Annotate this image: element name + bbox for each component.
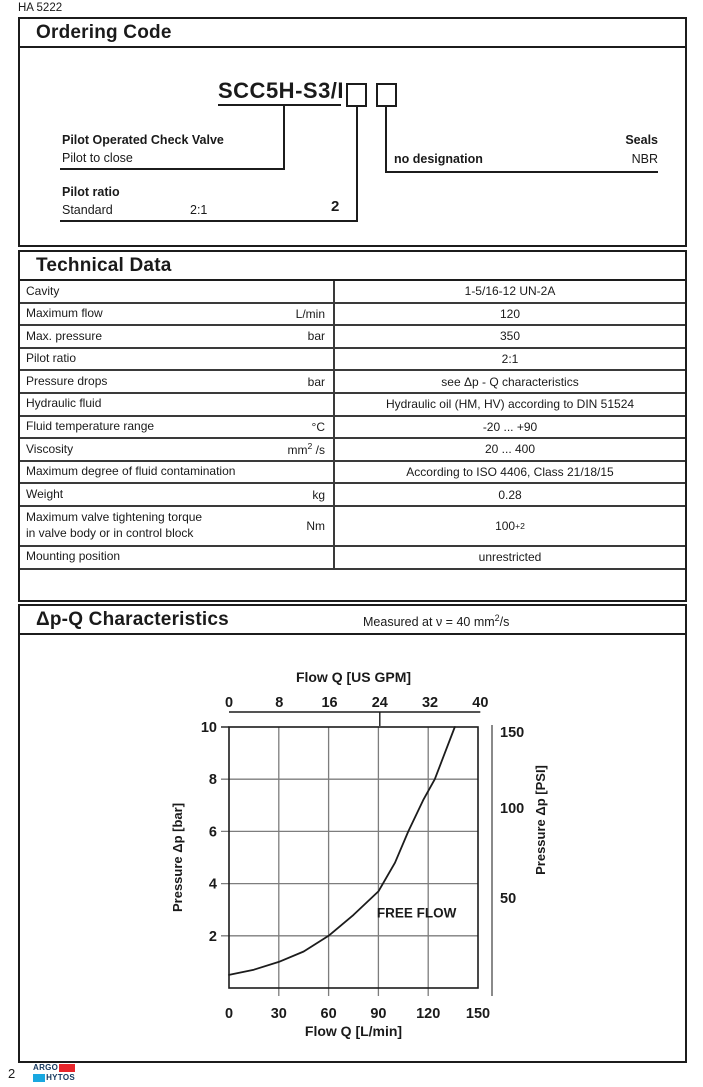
ordering-code-header (20, 19, 685, 48)
tech-param-value: 1-5/16-12 UN-2A (333, 281, 685, 302)
pilot-ratio-code: 2 (331, 198, 340, 215)
code-underline (218, 104, 341, 106)
tech-data-row (20, 439, 685, 462)
bottom-axis-tick-label: 60 (320, 1006, 337, 1022)
connector-line (283, 106, 285, 170)
tech-data-row (20, 304, 685, 327)
logo-text-hytos: HYTOS (46, 1072, 75, 1082)
right-axis-tick-label: 50 (500, 891, 517, 908)
connector-line (385, 171, 658, 173)
left-axis-tick-label: 8 (208, 772, 217, 789)
connector-line (385, 107, 387, 173)
top-axis-title: Flow Q [US GPM] (295, 669, 412, 685)
dpq-header (20, 606, 685, 635)
tech-param-unit: bar (307, 374, 325, 389)
tech-param-unit: Nm (306, 518, 325, 533)
tech-param-label: Maximum flow (26, 306, 103, 321)
logo-text-argo: ARGO (33, 1062, 59, 1072)
seals-title: Seals (625, 133, 658, 147)
measured-at-note: Measured at ν = 40 $mm^2/s$ (363, 613, 510, 630)
left-axis-title: Pressure Δp [bar] (170, 802, 185, 913)
tech-data-row (20, 349, 685, 372)
tech-param-unit: bar (307, 329, 325, 344)
tech-param-value: 0.28 (333, 484, 685, 505)
tech-param-label: Cavity (26, 283, 60, 298)
ordering-code-model: SCC5H-S3/I (218, 78, 345, 103)
left-axis-tick-label: 2 (208, 928, 217, 945)
tech-param-value: 350 (333, 326, 685, 347)
right-axis-tick-label: 100 (500, 801, 525, 818)
bottom-axis-tick-label: 150 (465, 1006, 491, 1022)
tech-param-label: Max. pressure (26, 328, 103, 343)
bottom-axis-title: Flow Q [L/min] (304, 1023, 403, 1039)
bottom-axis-tick-label: 120 (416, 1006, 441, 1022)
top-axis-tick-label: 32 (421, 695, 439, 711)
valve-type-title: Pilot Operated Check Valve (62, 133, 224, 147)
tech-param-value: 2:1 (333, 349, 685, 370)
tech-data-row (20, 417, 685, 440)
section-title: Ordering Code (36, 21, 172, 43)
bottom-axis-tick-label: 90 (370, 1006, 387, 1022)
tech-param-value: unrestricted (333, 547, 685, 568)
left-axis-tick-label: 10 (200, 720, 217, 736)
connector-line (356, 107, 358, 222)
tech-param-label: Pressure drops (26, 373, 108, 388)
tech-param-label: Viscosity (26, 441, 74, 456)
connector-line (60, 220, 358, 222)
logo-red-block (59, 1064, 75, 1072)
free-flow-annotation: FREE FLOW (376, 905, 457, 921)
tech-data-row (20, 371, 685, 394)
tech-data-row (20, 484, 685, 507)
argo-hytos-logo (33, 1063, 75, 1082)
tech-param-unit: L/min (295, 306, 325, 321)
tech-data-row (20, 394, 685, 417)
tech-data-row (20, 462, 685, 485)
pilot-ratio-title: Pilot ratio (62, 185, 120, 199)
tech-param-label: Maximum valve tightening torque in valve body or in control block (26, 510, 203, 540)
technical-data-header (20, 252, 685, 281)
ordering-code-section (18, 17, 687, 247)
tech-param-unit: kg (312, 487, 325, 502)
technical-data-table (20, 281, 685, 570)
left-axis-tick-label: 6 (208, 824, 217, 841)
logo-cyan-block (33, 1074, 45, 1082)
no-designation-label: no designation (394, 152, 483, 166)
tech-param-label: Mounting position (26, 549, 121, 564)
seals-value: NBR (631, 152, 658, 166)
tech-param-label: Hydraulic fluid (26, 396, 102, 411)
tech-data-row (20, 547, 685, 570)
tech-param-value: -20 ... +90 (333, 417, 685, 438)
tech-param-label: Pilot ratio (26, 351, 77, 366)
top-axis-tick-label: 8 (275, 695, 284, 711)
top-axis-tick-label: 0 (224, 695, 234, 711)
technical-data-section (18, 250, 687, 602)
tech-data-row (20, 507, 685, 547)
code-box-ratio (346, 83, 367, 107)
right-axis-title: Pressure Δp [PSI] (533, 765, 548, 875)
free-flow-curve (229, 727, 455, 975)
tech-data-row (20, 281, 685, 304)
valve-type-subtitle: Pilot to close (62, 151, 133, 165)
tech-param-value: According to ISO 4406, Class 21/18/15 (333, 462, 685, 483)
top-axis-tick-label: 24 (371, 695, 388, 711)
dpq-chart (150, 655, 570, 1055)
tech-param-value: Hydraulic oil (HM, HV) according to DIN 51524 (333, 394, 685, 415)
section-title: Δp-Q Characteristics (36, 608, 229, 630)
tech-param-label: Weight (26, 486, 64, 501)
tech-param-unit: °C (311, 419, 325, 434)
pilot-ratio-name: Standard (62, 203, 113, 217)
tech-param-unit: $mm^2$ /s (287, 441, 325, 458)
tech-param-value: 120 (333, 304, 685, 325)
tech-param-value: see Δp - Q characteristics (333, 371, 685, 392)
code-box-seals (376, 83, 397, 107)
pilot-ratio-value: 2:1 (190, 203, 208, 217)
tech-param-label: Fluid temperature range (26, 419, 155, 434)
bottom-axis-tick-label: 30 (270, 1006, 287, 1022)
connector-line (60, 168, 285, 170)
page-number: 2 (8, 1066, 16, 1081)
tech-data-row (20, 326, 685, 349)
top-axis-tick-label: 40 (472, 695, 489, 711)
bottom-axis-tick-label: 0 (224, 1006, 234, 1022)
right-axis-tick-label: 150 (500, 725, 525, 741)
section-title: Technical Data (36, 254, 172, 276)
tech-param-label: Maximum degree of fluid contamination (26, 464, 236, 479)
left-axis-tick-label: 4 (208, 876, 217, 893)
top-axis-tick-label: 16 (321, 695, 338, 711)
document-code: HA 5222 (18, 2, 63, 14)
tech-param-value: 100 +2 (333, 507, 685, 545)
tech-param-value: 20 ... 400 (333, 439, 685, 460)
